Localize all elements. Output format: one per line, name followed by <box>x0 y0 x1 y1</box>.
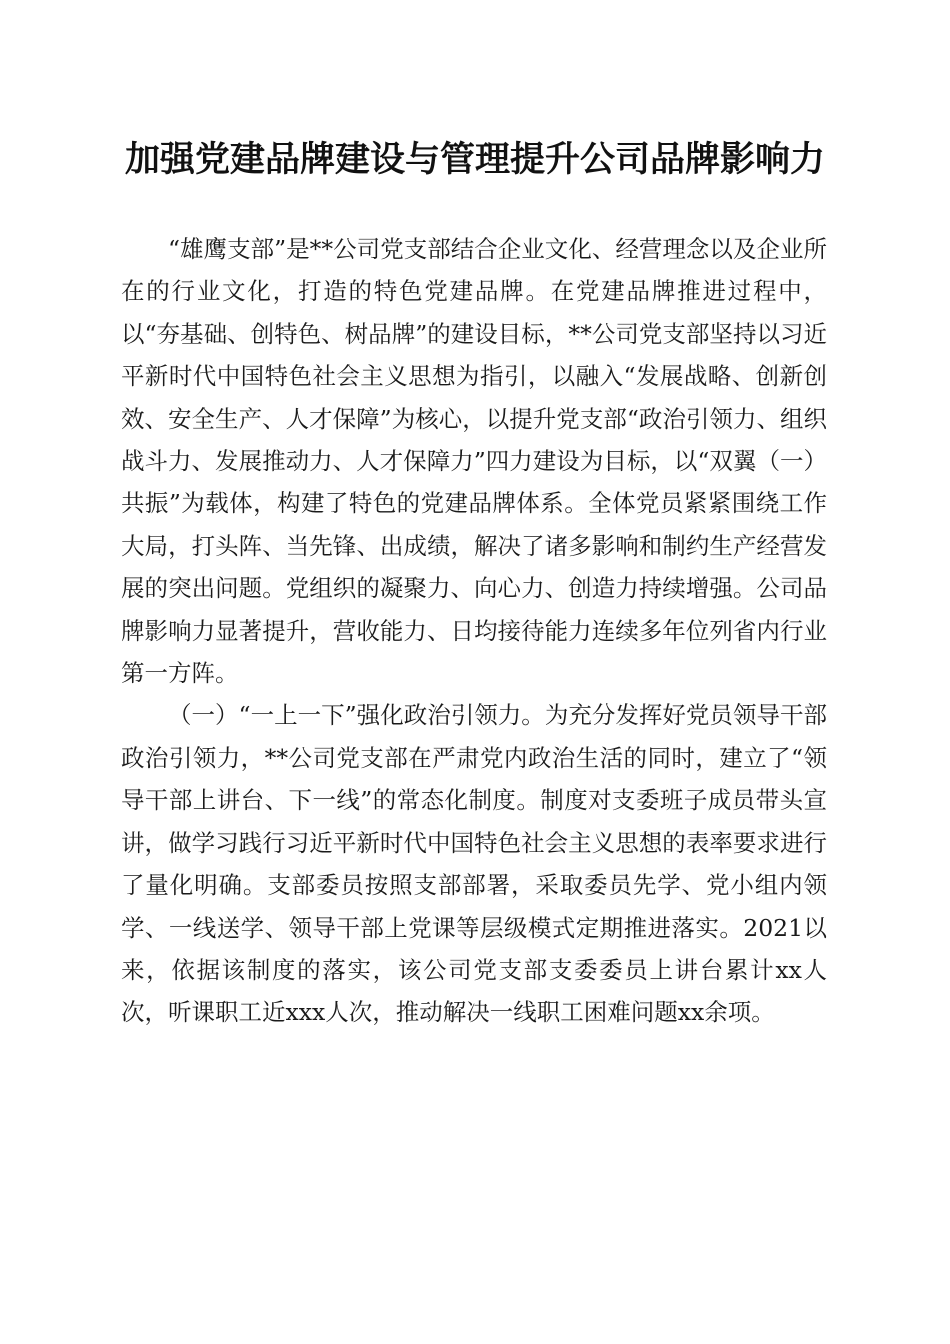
paragraph-section-1 <box>121 694 827 1033</box>
paragraph-section-1-text: 为充分发挥好党员领导干部政治引领力，**公司党支部在严肃党内政治生活的同时，建立了“领导干部上讲台、下一线”的常态化制度。制度对支委班子成员带头宣讲，做学习践行习近平新时代中国特色社会主义思想的表率要求进行了量化明确。支部委员按照支部部署，采取委员先学、党小组内领学、一线送学、领导干部上党课等层级模式定期推进落实。2021以来，依据该制度的落实，该公司党支部支委委员上讲台累计xx人次，听课职工近xxx人次，推动解决一线职工困难问题xx余项。 <box>121 701 827 1027</box>
paragraph-intro-text: “雄鹰支部”是**公司党支部结合企业文化、经营理念以及企业所在的行业文化，打造的特色党建品牌。在党建品牌推进过程中，以“夯基础、创特色、树品牌”的建设目标，**公司党支部坚持以习近平新时代中国特色社会主义思想为指引，以融入“发展战略、创新创效、安全生产、人才保障”为核心，以提升党支部“政治引领力、组织战斗力、发展推动力、人才保障力”四力建设为目标，以“双翼（一）共振”为载体，构建了特色的党建品牌体系。全体党员紧紧围绕工作大局，打头阵、当先锋、出成绩，解决了诸多影响和制约生产经营发展的突出问题。党组织的凝聚力、向心力、创造力持续增强。公司品牌影响力显著提升，营收能力、日均接待能力连续多年位列省内行业第一方阵。 <box>121 235 827 688</box>
document-body <box>121 228 827 1034</box>
section-heading: （一）“一上一下”强化政治引领力。 <box>168 701 545 730</box>
document-title: 加强党建品牌建设与管理提升公司品牌影响力 <box>124 139 825 180</box>
paragraph-intro <box>121 228 827 694</box>
